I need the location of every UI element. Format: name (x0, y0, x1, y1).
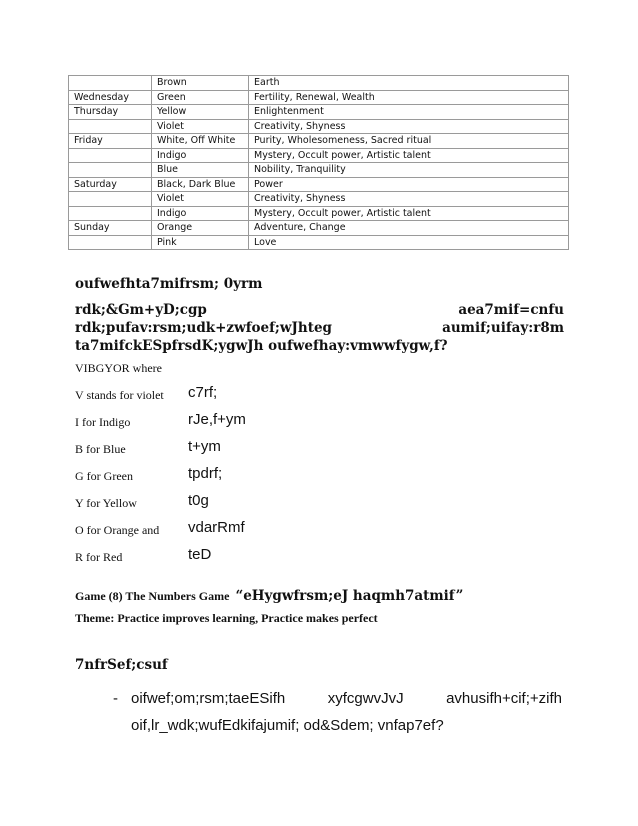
meaning-cell: Creativity, Shyness (249, 119, 569, 134)
meaning-cell: Enlightenment (249, 105, 569, 120)
table-row (69, 134, 569, 149)
color-cell: Blue (152, 163, 249, 178)
color-cell: Black, Dark Blue (152, 177, 249, 192)
day-cell (69, 119, 152, 134)
table-row (69, 235, 569, 250)
meaning-cell: Creativity, Shyness (249, 192, 569, 207)
day-cell (69, 76, 152, 91)
day-cell: Wednesday (69, 90, 152, 105)
paragraph-line-1 (75, 302, 564, 318)
color-meaning-table (68, 75, 569, 250)
day-cell: Sunday (69, 221, 152, 236)
vibgyor-english: B for Blue (75, 442, 126, 456)
day-cell (69, 192, 152, 207)
vibgyor-translation: t+ym (188, 438, 221, 455)
vibgyor-english: V stands for violet (75, 388, 164, 402)
vibgyor-translation: rJe,f+ym (188, 411, 246, 428)
bullet-word: oifwef;om;rsm;taeESifh (131, 690, 286, 707)
table-row (69, 90, 569, 105)
color-cell: Violet (152, 119, 249, 134)
bullet-word: avhusifh+cif;+zifh (446, 690, 562, 707)
vibgyor-translation: tpdrf; (188, 465, 223, 482)
meaning-cell: Adventure, Change (249, 221, 569, 236)
day-cell (69, 206, 152, 221)
vibgyor-english: I for Indigo (75, 415, 131, 429)
meaning-cell: Fertility, Renewal, Wealth (249, 90, 569, 105)
vibgyor-translation: c7rf; (188, 384, 218, 401)
table-row (69, 76, 569, 91)
table-row (69, 192, 569, 207)
color-cell: Indigo (152, 148, 249, 163)
vibgyor-translation: vdarRmf (188, 519, 245, 536)
day-cell (69, 235, 152, 250)
vibgyor-english: O for Orange and (75, 523, 160, 537)
color-cell: Green (152, 90, 249, 105)
color-cell: Orange (152, 221, 249, 236)
game-translit: “eHygwfrsm;eJ haqmh7atmif” (235, 588, 464, 604)
section1-heading: oufwefhta7mifrsm; 0yrm (75, 276, 263, 292)
vibgyor-english: G for Green (75, 469, 133, 483)
meaning-cell: Mystery, Occult power, Artistic talent (249, 206, 569, 221)
paragraph-line-1-left: rdk;&Gm+yD;cgp (75, 302, 207, 318)
vibgyor-translation: teD (188, 546, 212, 563)
table-row (69, 177, 569, 192)
game-label: Game (8) The Numbers Game (75, 589, 230, 603)
color-cell: White, Off White (152, 134, 249, 149)
vibgyor-translation: t0g (188, 492, 209, 509)
table-row (69, 119, 569, 134)
section2-heading: 7nfrSef;csuf (75, 657, 168, 673)
day-cell (69, 163, 152, 178)
vibgyor-english: Y for Yellow (75, 496, 137, 510)
color-cell: Brown (152, 76, 249, 91)
vibgyor-intro: VIBGYOR where (75, 361, 162, 375)
meaning-cell: Purity, Wholesomeness, Sacred ritual (249, 134, 569, 149)
paragraph-line-2 (75, 320, 564, 336)
table-row (69, 206, 569, 221)
day-cell (69, 148, 152, 163)
day-cell: Friday (69, 134, 152, 149)
bullet-word: xyfcgwvJvJ (327, 690, 404, 707)
color-cell: Violet (152, 192, 249, 207)
color-cell: Indigo (152, 206, 249, 221)
bullet-mark: - (113, 690, 118, 707)
game-theme: Theme: Practice improves learning, Practice makes perfect (75, 611, 378, 625)
table-row (69, 105, 569, 120)
day-cell: Saturday (69, 177, 152, 192)
meaning-cell: Nobility, Tranquility (249, 163, 569, 178)
game-title (75, 588, 463, 604)
table-row (69, 148, 569, 163)
meaning-cell: Power (249, 177, 569, 192)
vibgyor-english: R for Red (75, 550, 123, 564)
table-row (69, 163, 569, 178)
meaning-cell: Love (249, 235, 569, 250)
paragraph-line-3: ta7mifckESpfrsdK;ygwJh oufwefhay:vmwwfygw,f? (75, 338, 448, 354)
color-cell: Yellow (152, 105, 249, 120)
day-cell: Thursday (69, 105, 152, 120)
paragraph-line-2-right: aumif;uifay:r8m (442, 320, 564, 336)
table-row (69, 221, 569, 236)
meaning-cell: Mystery, Occult power, Artistic talent (249, 148, 569, 163)
meaning-cell: Earth (249, 76, 569, 91)
bullet-line-2: oif,lr_wdk;wufEdkifajumif; od&Sdem; vnfap7ef? (131, 717, 444, 734)
paragraph-line-2-left: rdk;pufav:rsm;udk+zwfoef;wJhteg (75, 320, 332, 336)
color-cell: Pink (152, 235, 249, 250)
bullet-line-1 (131, 690, 562, 707)
paragraph-line-1-right: aea7mif=cnfu (458, 302, 564, 318)
